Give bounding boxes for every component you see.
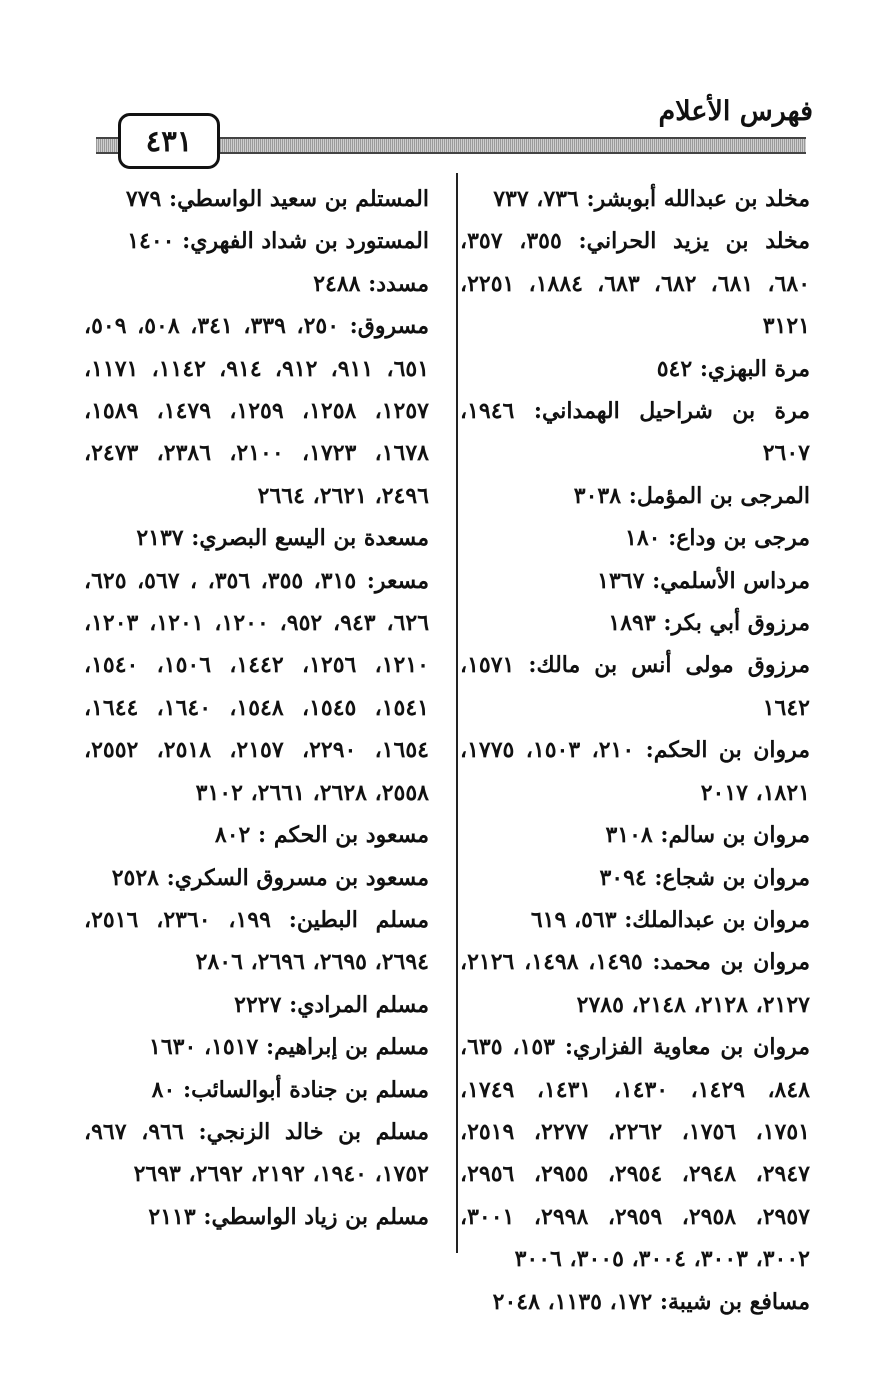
index-entry: مسلم بن جنادة أبوالسائب: ٨٠: [151, 1076, 429, 1103]
index-entry: مسعود بن الحكم : ٨٠٢: [214, 822, 429, 849]
index-entry: مخلد بن يزيد الحراني: ٣٥٥، ٣٥٧، ٦٨٠، ٦٨١، ٦٨٢، ٦٨٣، ١٨٨٤، ٢٢٥١، ٣١٢١: [460, 228, 811, 340]
index-entry: مرة البهزي: ٥٤٢: [656, 355, 810, 382]
index-entry: مرجى بن وداع: ١٨٠: [625, 525, 810, 552]
index-entry: مسلم بن خالد الزنجي: ٩٦٦، ٩٦٧، ١٧٥٢، ١٩٤٠، ٢١٩٢، ٢٦٩٢، ٢٦٩٣: [84, 1118, 429, 1188]
index-entry: مسلم البطين: ١٩٩، ٢٣٦٠، ٢٥١٦، ٢٦٩٤، ٢٦٩٥، ٢٦٩٦، ٢٨٠٦: [84, 906, 429, 976]
index-entry: مسروق: ٢٥٠، ٣٣٩، ٣٤١، ٥٠٨، ٥٠٩، ٦٥١، ٩١١، ٩١٢، ٩١٤، ١١٤٢، ١١٧١، ١٢٥٧، ١٢٥٨، ١٢٥٩، ١٤٧٩، ١٥٨٩، ١٦٧٨، ١٧٢٣، ٢١٠٠، ٢٣٨٦، ٢٤٧٣، ٢٤٩٦، ٢٦٢١، ٢٦٦٤: [84, 313, 430, 509]
right-column: [460, 178, 810, 1323]
index-entry: مسلم بن إبراهيم: ١٥١٧، ١٦٣٠: [149, 1034, 429, 1061]
index-entry: مسلم بن زياد الواسطي: ٢١١٣: [148, 1203, 429, 1230]
index-entry: مروان بن محمد: ١٤٩٥، ١٤٩٨، ٢١٢٦، ٢١٢٧، ٢١٢٨، ٢١٤٨، ٢٧٨٥: [460, 949, 811, 1018]
index-entry: مسدد: ٢٤٨٨: [313, 270, 429, 297]
index-entry: مرداس الأسلمي: ١٣٦٧: [597, 567, 810, 594]
index-entry: المستورد بن شداد الفهري: ١٤٠٠: [127, 228, 429, 255]
page-title: فهرس الأعلام: [658, 96, 813, 127]
page-number-box: [118, 113, 220, 169]
index-entry: مسعر: ٣١٥، ٣٥٥، ٣٥٦، ، ٥٦٧، ٦٢٥، ٦٢٦، ٩٤٣، ٩٥٢، ١٢٠٠، ١٢٠١، ١٢٠٣، ١٢١٠، ١٢٥٦، ١٤٤٢، ١٥٠٦، ١٥٤٠، ١٥٤١، ١٥٤٥، ١٥٤٨، ١٦٤٠، ١٦٤٤، ١٦٥٤، ٢٢٩٠، ٢١٥٧، ٢٥١٨، ٢٥٥٢، ٢٥٥٨، ٢٦٢٨، ٢٦٦١، ٣١٠٢: [84, 567, 430, 806]
index-entry: مرزوق أبي بكر: ١٨٩٣: [608, 610, 810, 637]
index-entry: مسعود بن مسروق السكري: ٢٥٢٨: [111, 864, 429, 891]
index-entry: مروان بن الحكم: ٢١٠، ١٥٠٣، ١٧٧٥، ١٨٢١، ٢٠١٧: [460, 737, 811, 806]
index-entry: مسعدة بن اليسع البصري: ٢١٣٧: [136, 525, 429, 552]
left-column: [84, 178, 429, 1238]
column-divider: [456, 173, 458, 1253]
index-entry: مروان بن شجاع: ٣٠٩٤: [599, 864, 810, 891]
index-entry: المرجى بن المؤمل: ٣٠٣٨: [573, 482, 810, 509]
index-entry: مروان بن سالم: ٣١٠٨: [605, 822, 810, 849]
index-entry: مروان بن معاوية الفزاري: ١٥٣، ٦٣٥، ٨٤٨، ١٤٢٩، ١٤٣٠، ١٤٣١، ١٧٤٩، ١٧٥١، ١٧٥٦، ٢٢٦٢، ٢٢٧٧، ٢٥١٩، ٢٩٤٧، ٢٩٤٨، ٢٩٥٤، ٢٩٥٥، ٢٩٥٦، ٢٩٥٧، ٢٩٥٨، ٢٩٥٩، ٢٩٩٨، ٣٠٠١، ٣٠٠٢، ٣٠٠٣، ٣٠٠٤، ٣٠٠٥، ٣٠٠٦: [460, 1034, 810, 1273]
index-entry: مسافع بن شيبة: ١٧٢، ١١٣٥، ٢٠٤٨: [492, 1288, 810, 1315]
index-entry: مرزوق مولى أنس بن مالك: ١٥٧١، ١٦٤٢: [460, 652, 810, 721]
index-entry: مسلم المرادي: ٢٢٢٧: [234, 991, 429, 1018]
page-number: ٤٣١: [145, 124, 193, 158]
index-entry: المستلم بن سعيد الواسطي: ٧٧٩: [125, 186, 429, 212]
index-entry: مرة بن شراحيل الهمداني: ١٩٤٦، ٢٦٠٧: [460, 398, 810, 467]
index-entry: مخلد بن عبدالله أبوبشر: ٧٣٦، ٧٣٧: [493, 186, 810, 212]
index-entry: مروان بن عبدالملك: ٥٦٣، ٦١٩: [530, 906, 810, 933]
